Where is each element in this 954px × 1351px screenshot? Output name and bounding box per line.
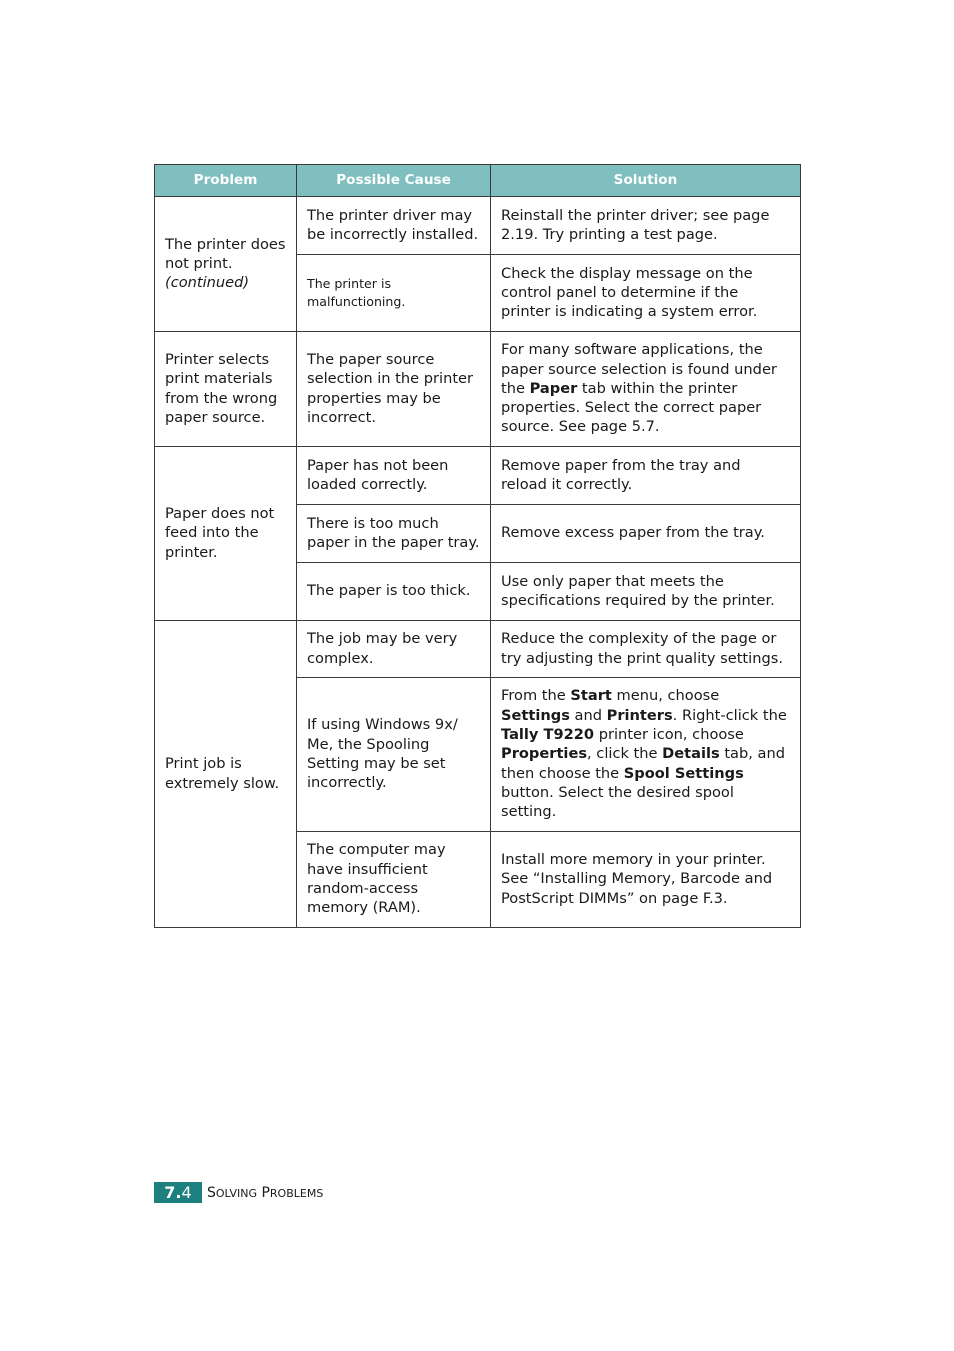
solution-text: From the (501, 687, 571, 705)
solution-cell: Check the display message on the control panel to determine if the printer is indicating a system error. (491, 255, 801, 332)
cause-cell: If using Windows 9x/ Me, the Spooling Setting may be set incorrectly. (297, 678, 491, 832)
cause-cell: The printer driver may be incorrectly installed. (297, 197, 491, 255)
chapter-title (207, 1185, 323, 1201)
solution-text: button. Select the desired spool setting. (501, 783, 734, 821)
chapter-title-initial: P (261, 1184, 270, 1201)
solution-text: . Right-click the (672, 706, 787, 724)
solution-text: , click the (587, 745, 663, 763)
solution-text: printer icon, choose (594, 726, 744, 744)
problem-cell (155, 197, 297, 332)
cause-cell: The paper is too thick. (297, 563, 491, 621)
solution-cell: Reduce the complexity of the page or try adjusting the print quality settings. (491, 621, 801, 678)
solution-text: tab, and then choose the (501, 745, 785, 782)
chapter-title-rest: ROBLEMS (269, 1186, 324, 1200)
problem-cell: Paper does not feed into the printer. (155, 447, 297, 621)
solution-cell (491, 332, 801, 447)
table-header-row (155, 165, 801, 197)
solution-text: and (569, 706, 607, 724)
header-possible-cause: Possible Cause (297, 165, 491, 197)
cause-cell: The computer may have insufficient random-access memory (RAM). (297, 832, 491, 928)
solution-text: menu, choose (611, 687, 720, 705)
cause-cell: The printer is malfunctioning. (297, 255, 491, 332)
chapter-title-rest: OLVING (215, 1186, 257, 1200)
troubleshooting-table (154, 164, 801, 928)
header-problem: Problem (155, 165, 297, 197)
cause-cell: Paper has not been loaded correctly. (297, 447, 491, 505)
solution-cell: Install more memory in your printer. See “Installing Memory, Barcode and PostScript DIMMs” on page F.3. (491, 832, 801, 928)
solution-cell: Remove paper from the tray and reload it correctly. (491, 447, 801, 505)
chapter-number: 7. (164, 1183, 182, 1202)
solution-bold: Properties (501, 745, 588, 763)
solution-bold: Spool Settings (623, 764, 744, 782)
solution-bold: Tally T9220 (501, 726, 595, 744)
table-row (155, 621, 801, 678)
cause-cell: The job may be very complex. (297, 621, 491, 678)
page-number: 4 (181, 1183, 192, 1202)
solution-bold: Paper (529, 379, 578, 397)
solution-cell: Use only paper that meets the specifications required by the printer. (491, 563, 801, 621)
continued-note: (continued) (165, 274, 250, 292)
solution-cell: Reinstall the printer driver; see page 2.19. Try printing a test page. (491, 197, 801, 255)
solution-bold: Start (570, 687, 612, 705)
problem-text: The printer does not print. (165, 235, 286, 272)
solution-cell (491, 678, 801, 832)
page-footer (154, 1182, 323, 1203)
solution-text: tab within the printer properties. Select the correct paper source. See page 5.7. (501, 379, 762, 436)
cause-cell: There is too much paper in the paper tray. (297, 505, 491, 563)
solution-bold: Details (662, 745, 720, 763)
cause-cell: The paper source selection in the printer properties may be incorrect. (297, 332, 491, 447)
problem-cell: Print job is extremely slow. (155, 621, 297, 928)
table-row (155, 197, 801, 255)
solution-cell: Remove excess paper from the tray. (491, 505, 801, 563)
problem-cell: Printer selects print materials from the wrong paper source. (155, 332, 297, 447)
table-row (155, 332, 801, 447)
solution-bold: Printers (606, 706, 673, 724)
page-number-badge (154, 1182, 202, 1203)
solution-text: For many software applications, the paper source selection is found under the (501, 341, 777, 397)
solution-bold: Settings (501, 706, 570, 724)
header-solution: Solution (491, 165, 801, 197)
chapter-title-initial: S (207, 1184, 216, 1201)
table-row (155, 447, 801, 505)
